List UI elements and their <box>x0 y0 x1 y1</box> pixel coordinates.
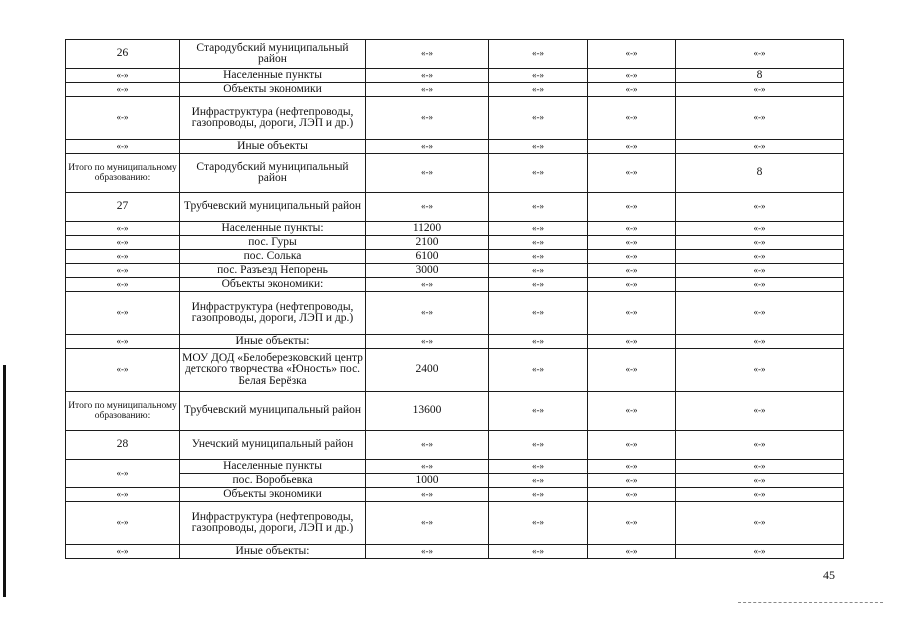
table-cell-col4: «-» <box>489 392 588 431</box>
table-cell-col3: «-» <box>366 154 489 193</box>
table-cell-col2: Населенные пункты <box>180 460 366 474</box>
table-cell-col2: Иные объекты: <box>180 545 366 559</box>
table-cell-col3: «-» <box>366 83 489 97</box>
table-cell-col5: «-» <box>588 264 676 278</box>
table-cell-col6: «-» <box>676 460 844 474</box>
table-cell-col3: «-» <box>366 545 489 559</box>
table-cell-col4: «-» <box>489 264 588 278</box>
table-cell-col4: «-» <box>489 349 588 392</box>
table-cell-col6: «-» <box>676 292 844 335</box>
table-cell-col5: «-» <box>588 349 676 392</box>
table-row <box>66 222 844 236</box>
table-row <box>66 236 844 250</box>
table-row <box>66 460 844 474</box>
table-cell-col2: Стародубский муниципальный район <box>180 154 366 193</box>
table-cell-col5: «-» <box>588 40 676 69</box>
table-row <box>66 349 844 392</box>
table-cell-col3: «-» <box>366 431 489 460</box>
table-cell-col5: «-» <box>588 335 676 349</box>
table-cell-col2: пос. Солька <box>180 250 366 264</box>
table-cell-col6: 8 <box>676 154 844 193</box>
table-row <box>66 250 844 264</box>
table-cell-col4: «-» <box>489 278 588 292</box>
table-cell-col5: «-» <box>588 83 676 97</box>
table-cell-col5: «-» <box>588 193 676 222</box>
table-cell-col4: «-» <box>489 474 588 488</box>
table-row <box>66 502 844 545</box>
table-row <box>66 335 844 349</box>
table-cell-col1: «-» <box>66 250 180 264</box>
table-row <box>66 545 844 559</box>
table-cell-col2: Иные объекты <box>180 140 366 154</box>
table-cell-col5: «-» <box>588 474 676 488</box>
table-cell-col5: «-» <box>588 222 676 236</box>
table-cell-col1: «-» <box>66 236 180 250</box>
table-cell-col4: «-» <box>489 545 588 559</box>
table-cell-col1: Итого по муниципальному образованию: <box>66 154 180 193</box>
table-cell-col6: «-» <box>676 250 844 264</box>
table-cell-col4: «-» <box>489 222 588 236</box>
table-cell-col1: «-» <box>66 222 180 236</box>
table-cell-col5: «-» <box>588 502 676 545</box>
page-number: 45 <box>823 568 835 582</box>
table-cell-col6: «-» <box>676 236 844 250</box>
table-cell-col1: «-» <box>66 335 180 349</box>
table-cell-col5: «-» <box>588 69 676 83</box>
table-cell-col6: «-» <box>676 488 844 502</box>
table-cell-col5: «-» <box>588 431 676 460</box>
table-cell-col3: «-» <box>366 460 489 474</box>
table-cell-col5: «-» <box>588 154 676 193</box>
table-cell-col6: «-» <box>676 502 844 545</box>
table-cell-col6: «-» <box>676 335 844 349</box>
table-cell-col4: «-» <box>489 40 588 69</box>
table-cell-col5: «-» <box>588 292 676 335</box>
table-body <box>66 40 844 559</box>
table-cell-col4: «-» <box>489 193 588 222</box>
table-cell-col5: «-» <box>588 250 676 264</box>
table-row <box>66 292 844 335</box>
table-cell-col1: Итого по муниципальному образованию: <box>66 392 180 431</box>
table-cell-col4: «-» <box>489 154 588 193</box>
table-cell-col2: Объекты экономики: <box>180 278 366 292</box>
table-cell-col2: Населенные пункты <box>180 69 366 83</box>
table-cell-col3: «-» <box>366 193 489 222</box>
table-cell-col3: «-» <box>366 502 489 545</box>
table-cell-col3: «-» <box>366 278 489 292</box>
table-cell-col1: «-» <box>66 349 180 392</box>
table-row <box>66 392 844 431</box>
table-cell-col3: «-» <box>366 140 489 154</box>
table-cell-col2: Объекты экономики <box>180 488 366 502</box>
table-cell-col4: «-» <box>489 83 588 97</box>
table-cell-col2: МОУ ДОД «Белоберезковский центр детского творчества «Юность» пос. Белая Берёзка <box>180 349 366 392</box>
footer-line <box>738 602 883 603</box>
table-cell-col3: 2100 <box>366 236 489 250</box>
table-cell-col1: 28 <box>66 431 180 460</box>
table-cell-col2: пос. Разъезд Непорень <box>180 264 366 278</box>
table-cell-col4: «-» <box>489 236 588 250</box>
table-row <box>66 431 844 460</box>
table-cell-col6: 8 <box>676 69 844 83</box>
table-cell-col2: Трубчевский муниципальный район <box>180 392 366 431</box>
table-cell-col1: 26 <box>66 40 180 69</box>
table-cell-col4: «-» <box>489 460 588 474</box>
table-row <box>66 154 844 193</box>
table-row <box>66 278 844 292</box>
table-cell-col6: «-» <box>676 83 844 97</box>
table-cell-col6: «-» <box>676 349 844 392</box>
table-cell-col6: «-» <box>676 140 844 154</box>
table-row <box>66 488 844 502</box>
table-cell-col1: «-» <box>66 264 180 278</box>
table-cell-col2: Унечский муниципальный район <box>180 431 366 460</box>
table-row <box>66 40 844 69</box>
table-cell-col2: Инфраструктура (нефтепроводы, газопроводы, дороги, ЛЭП и др.) <box>180 292 366 335</box>
table-cell-col1: «-» <box>66 502 180 545</box>
table-cell-col3: 6100 <box>366 250 489 264</box>
table-cell-col2: Стародубский муниципальный район <box>180 40 366 69</box>
table-cell-col6: «-» <box>676 431 844 460</box>
table-row <box>66 193 844 222</box>
table-cell-col2: Населенные пункты: <box>180 222 366 236</box>
table-row <box>66 264 844 278</box>
table-cell-col4: «-» <box>489 502 588 545</box>
table-cell-col3: «-» <box>366 488 489 502</box>
table-cell-col6: «-» <box>676 264 844 278</box>
table-cell-col2: Иные объекты: <box>180 335 366 349</box>
table-cell-col5: «-» <box>588 392 676 431</box>
table-cell-col2: Инфраструктура (нефтепроводы, газопроводы, дороги, ЛЭП и др.) <box>180 97 366 140</box>
table-cell-col4: «-» <box>489 97 588 140</box>
table-row <box>66 140 844 154</box>
table-cell-col3: «-» <box>366 40 489 69</box>
table-cell-col6: «-» <box>676 193 844 222</box>
table-cell-col6: «-» <box>676 392 844 431</box>
table-cell-col6: «-» <box>676 474 844 488</box>
table-cell-col5: «-» <box>588 545 676 559</box>
table-cell-col1: «-» <box>66 278 180 292</box>
table-row <box>66 69 844 83</box>
table-cell-col4: «-» <box>489 488 588 502</box>
table-cell-col3: «-» <box>366 69 489 83</box>
scan-edge-mark <box>3 365 6 597</box>
table-cell-col4: «-» <box>489 140 588 154</box>
table-cell-col1: «-» <box>66 69 180 83</box>
table-cell-col3: 1000 <box>366 474 489 488</box>
table-cell-col6: «-» <box>676 222 844 236</box>
table-cell-col6: «-» <box>676 278 844 292</box>
data-table <box>65 39 844 559</box>
table-cell-col6: «-» <box>676 40 844 69</box>
table-cell-col1: «-» <box>66 292 180 335</box>
table-cell-col5: «-» <box>588 236 676 250</box>
table-row <box>66 83 844 97</box>
table-cell-col1: «-» <box>66 83 180 97</box>
table-cell-col3: 13600 <box>366 392 489 431</box>
table-cell-col2: Инфраструктура (нефтепроводы, газопроводы, дороги, ЛЭП и др.) <box>180 502 366 545</box>
table-cell-col1: «-» <box>66 97 180 140</box>
table-cell-col1: «-» <box>66 460 180 488</box>
table-cell-col3: «-» <box>366 97 489 140</box>
table-cell-col4: «-» <box>489 335 588 349</box>
table-cell-col5: «-» <box>588 140 676 154</box>
table-cell-col1: «-» <box>66 545 180 559</box>
table-cell-col5: «-» <box>588 97 676 140</box>
table-cell-col1: 27 <box>66 193 180 222</box>
table-cell-col4: «-» <box>489 250 588 264</box>
table-cell-col4: «-» <box>489 292 588 335</box>
table-cell-col4: «-» <box>489 431 588 460</box>
table-row <box>66 97 844 140</box>
table-cell-col2: Объекты экономики <box>180 83 366 97</box>
table-cell-col1: «-» <box>66 140 180 154</box>
table-cell-col4: «-» <box>489 69 588 83</box>
table-cell-col5: «-» <box>588 460 676 474</box>
table-cell-col3: 2400 <box>366 349 489 392</box>
table-cell-col2: Трубчевский муниципальный район <box>180 193 366 222</box>
table-cell-col3: «-» <box>366 335 489 349</box>
table-cell-col3: «-» <box>366 292 489 335</box>
table-cell-col2: пос. Гуры <box>180 236 366 250</box>
table-row <box>66 474 844 488</box>
table-cell-col6: «-» <box>676 545 844 559</box>
table-cell-col5: «-» <box>588 488 676 502</box>
table-cell-col1: «-» <box>66 488 180 502</box>
table-cell-col6: «-» <box>676 97 844 140</box>
table-cell-col3: 11200 <box>366 222 489 236</box>
table-cell-col3: 3000 <box>366 264 489 278</box>
table-cell-col5: «-» <box>588 278 676 292</box>
table-cell-col2: пос. Воробьевка <box>180 474 366 488</box>
